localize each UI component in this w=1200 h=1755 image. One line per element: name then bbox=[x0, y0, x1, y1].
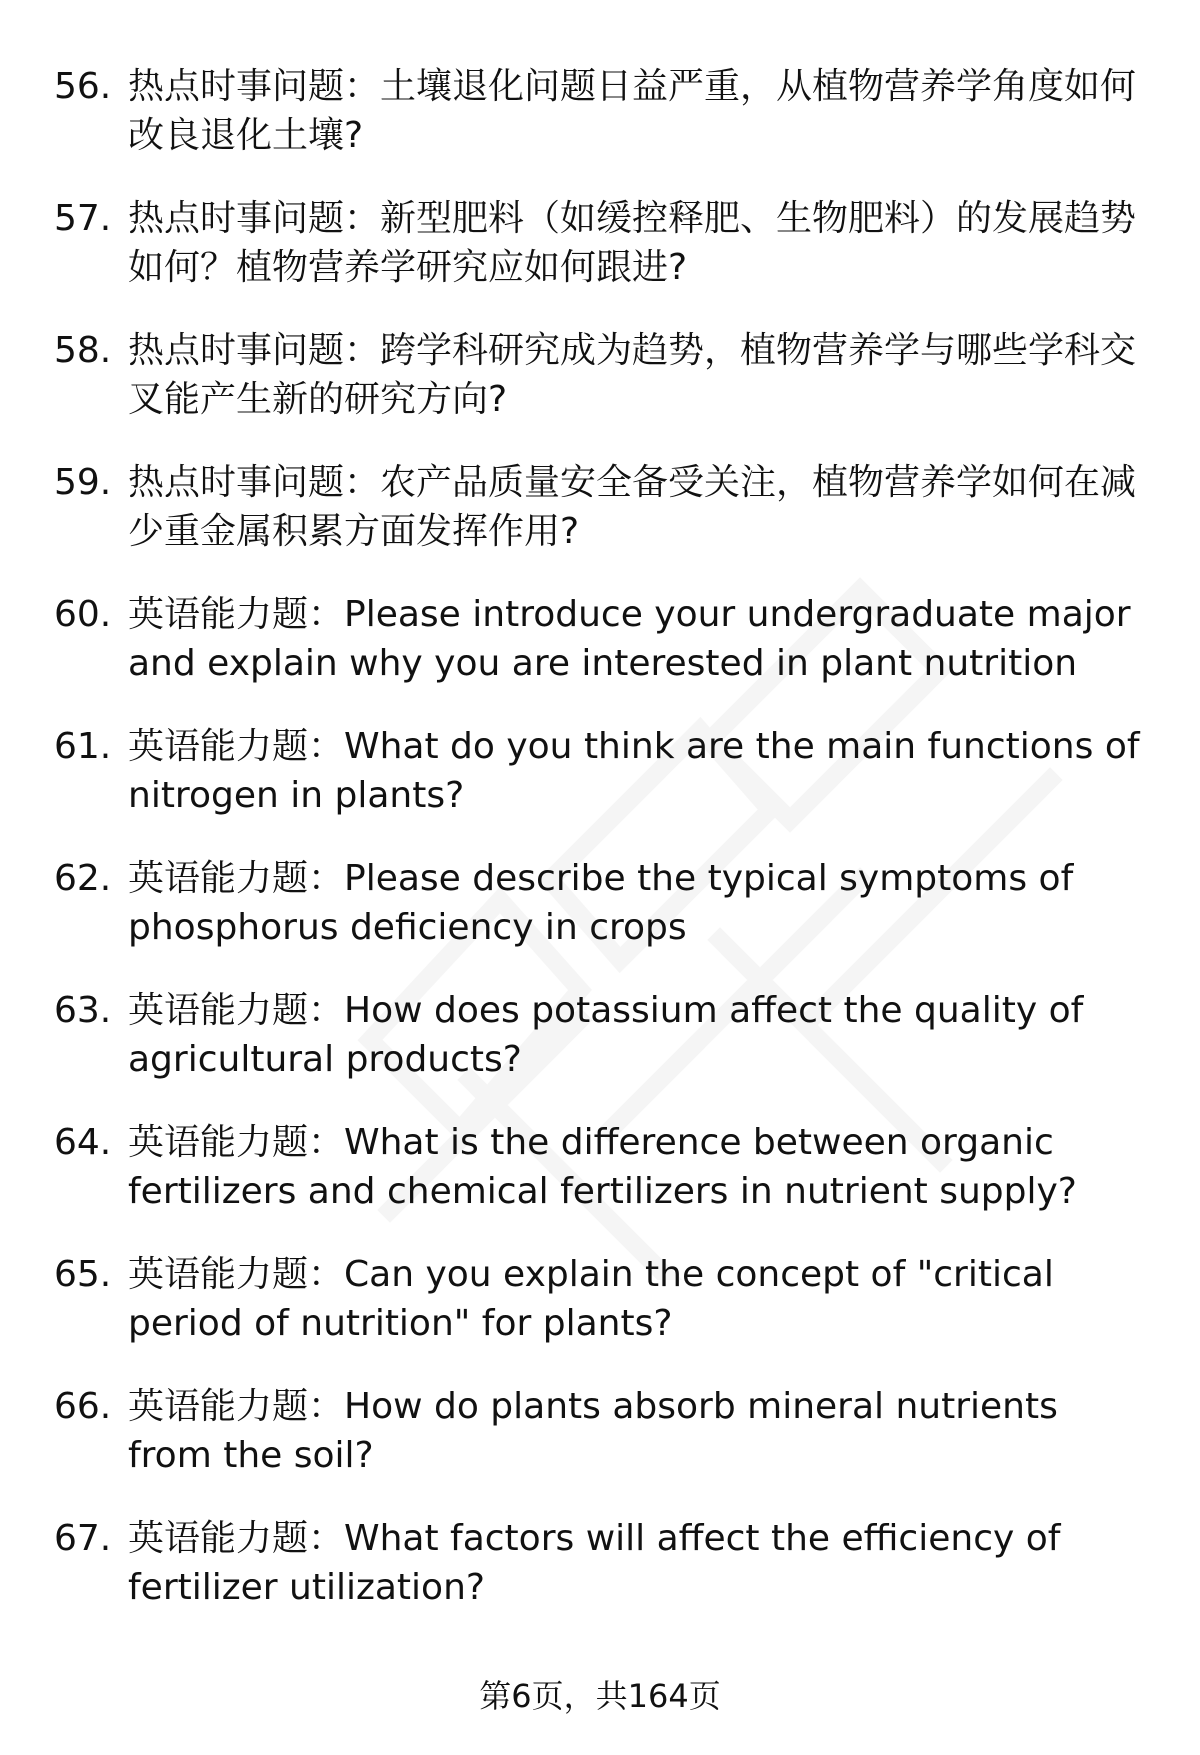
question-text: 热点时事问题：土壤退化问题日益严重，从植物营养学角度如何改良退化土壤? bbox=[128, 66, 1137, 156]
question-text: 英语能力题：What factors will affect the efficiency of fertilizer utilization? bbox=[128, 1518, 1061, 1608]
question-number: 58. bbox=[54, 330, 112, 371]
question-list bbox=[54, 62, 1144, 1646]
question-item bbox=[54, 590, 1144, 688]
question-text: 英语能力题：Please describe the typical symptoms of phosphorus deficiency in crops bbox=[128, 858, 1074, 948]
question-text: 英语能力题：What is the difference between organic fertilizers and chemical fertilizers in nutrient supply? bbox=[128, 1122, 1077, 1212]
question-item bbox=[54, 854, 1144, 952]
question-text: 英语能力题：How do plants absorb mineral nutrients from the soil? bbox=[128, 1386, 1058, 1476]
question-number: 57. bbox=[54, 198, 112, 239]
question-number: 56. bbox=[54, 66, 112, 107]
question-item bbox=[54, 326, 1144, 424]
question-number: 67. bbox=[54, 1518, 112, 1559]
question-item bbox=[54, 1382, 1144, 1480]
question-text: 热点时事问题：跨学科研究成为趋势，植物营养学与哪些学科交叉能产生新的研究方向? bbox=[128, 330, 1137, 420]
question-text: 英语能力题：What do you think are the main functions of nitrogen in plants? bbox=[128, 726, 1140, 816]
question-text: 英语能力题：Can you explain the concept of "critical period of nutrition" for plants? bbox=[128, 1254, 1054, 1344]
question-number: 62. bbox=[54, 858, 112, 899]
question-item bbox=[54, 986, 1144, 1084]
question-number: 65. bbox=[54, 1254, 112, 1295]
question-item bbox=[54, 194, 1144, 292]
question-item bbox=[54, 1250, 1144, 1348]
question-number: 63. bbox=[54, 990, 112, 1031]
question-text: 热点时事问题：农产品质量安全备受关注，植物营养学如何在减少重金属积累方面发挥作用? bbox=[128, 462, 1137, 552]
question-number: 60. bbox=[54, 594, 112, 635]
page-indicator: 第6页，共164页 bbox=[479, 1677, 721, 1715]
question-text: 英语能力题：Please introduce your undergraduate major and explain why you are interested in plant nutrition bbox=[128, 594, 1131, 684]
question-item bbox=[54, 722, 1144, 820]
question-item bbox=[54, 62, 1144, 160]
question-item bbox=[54, 1514, 1144, 1612]
question-number: 59. bbox=[54, 462, 112, 503]
question-item bbox=[54, 458, 1144, 556]
page-footer bbox=[0, 1676, 1200, 1716]
question-number: 66. bbox=[54, 1386, 112, 1427]
question-text: 英语能力题：How does potassium affect the quality of agricultural products? bbox=[128, 990, 1084, 1080]
question-number: 64. bbox=[54, 1122, 112, 1163]
question-text: 热点时事问题：新型肥料（如缓控释肥、生物肥料）的发展趋势如何？植物营养学研究应如何跟进? bbox=[128, 198, 1137, 288]
question-item bbox=[54, 1118, 1144, 1216]
question-number: 61. bbox=[54, 726, 112, 767]
